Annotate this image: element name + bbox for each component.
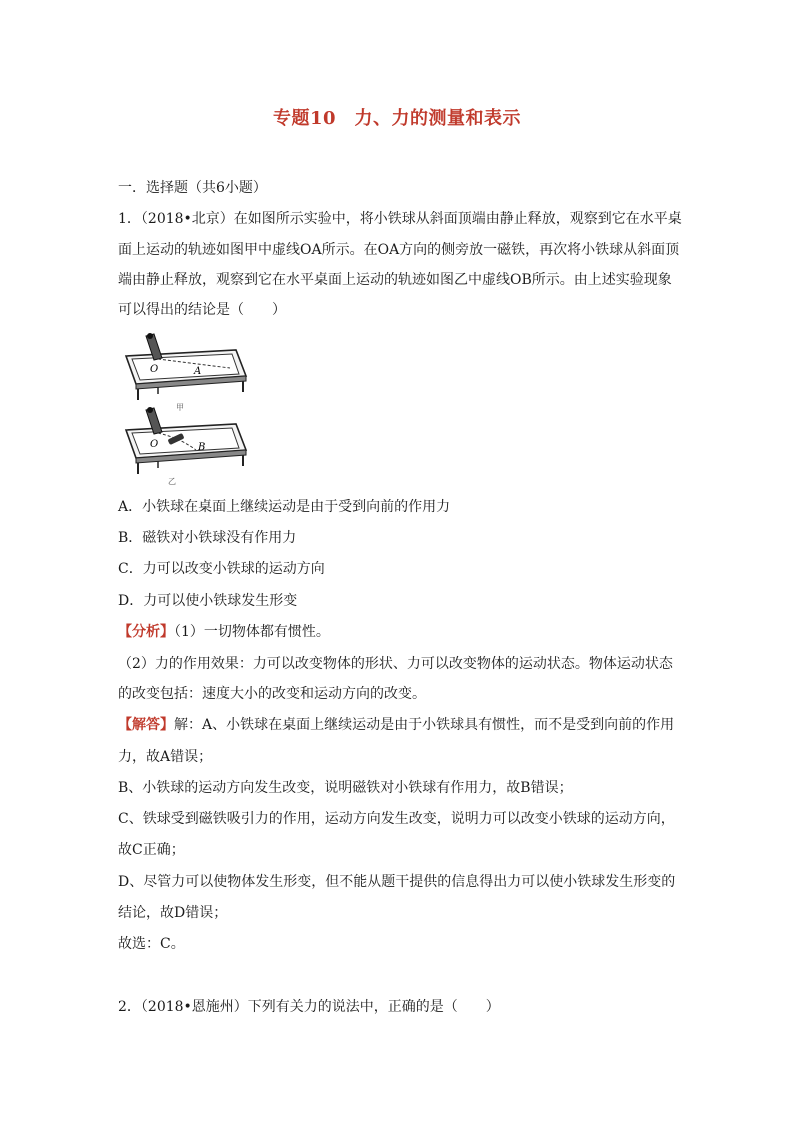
- table-diagram-yi: [126, 407, 246, 486]
- figure-label-o-top: O: [150, 364, 159, 375]
- answer-line: C、铁球受到磁铁吸引力的作用，运动方向发生改变，说明力可以改变小铁球的运动方向，: [118, 811, 675, 827]
- option-b: B．磁铁对小铁球没有作用力: [118, 530, 297, 546]
- answer-line: B、小铁球的运动方向发生改变，说明磁铁对小铁球有作用力，故B错误；: [118, 780, 573, 796]
- experiment-figure-drawing: [118, 328, 248, 488]
- answer-text: 解：A、小铁球在桌面上继续运动是由于小铁球具有惯性，而不是受到向前的作用: [174, 717, 675, 733]
- section-heading: 一．选择题（共6小题）: [118, 180, 267, 196]
- option-c: C．力可以改变小铁球的运动方向: [118, 561, 325, 577]
- question-1-line: 端由静止释放，观察到它在水平桌面上运动的轨迹如图乙中虚线OB所示。由上述实验现象: [118, 272, 672, 288]
- answer-line: 力，故A错误；: [118, 749, 213, 765]
- analysis-line: 的改变包括：速度大小的改变和运动方向的改变。: [118, 686, 426, 702]
- answer-line: 故选：C。: [118, 936, 185, 952]
- answer-line: [118, 715, 680, 735]
- question-2: 2．（2018•恩施州）下列有关力的说法中，正确的是（ ）: [118, 999, 500, 1015]
- analysis-line: [118, 622, 680, 642]
- question-1-line: 1．（2018•北京）在如图所示实验中，将小铁球从斜面顶端由静止释放，观察到它在水平桌: [118, 211, 682, 227]
- analysis-text: （1）一切物体都有惯性。: [174, 624, 330, 640]
- answer-line: 结论，故D错误；: [118, 905, 228, 921]
- analysis-label: 【分析】: [118, 624, 174, 640]
- answer-line: 故C正确；: [118, 842, 185, 858]
- figure-label-o-bottom: O: [150, 439, 159, 450]
- table-diagram-jia: [126, 333, 246, 412]
- figure-caption-yi: 乙: [168, 477, 176, 486]
- option-a: A．小铁球在桌面上继续运动是由于受到向前的作用力: [118, 499, 451, 515]
- figure-label-a: A: [194, 366, 202, 377]
- question-1-line: 可以得出的结论是（ ）: [118, 302, 286, 318]
- answer-label: 【解答】: [118, 717, 174, 733]
- page-title: 专题10 力、力的测量和表示: [272, 108, 522, 129]
- question-1-line: 面上运动的轨迹如图甲中虚线OA所示。在OA方向的侧旁放一磁铁，再次将小铁球从斜面顶: [118, 242, 680, 258]
- figure-label-b: B: [198, 442, 206, 453]
- option-d: D．力可以使小铁球发生形变: [118, 593, 298, 609]
- experiment-figure: [118, 328, 248, 488]
- answer-line: D、尽管力可以使物体发生形变，但不能从题干提供的信息得出力可以使小铁球发生形变的: [118, 874, 676, 890]
- analysis-line: （2）力的作用效果：力可以改变物体的形状、力可以改变物体的运动状态。物体运动状态: [118, 656, 673, 672]
- figure-caption-jia: 甲: [176, 403, 184, 412]
